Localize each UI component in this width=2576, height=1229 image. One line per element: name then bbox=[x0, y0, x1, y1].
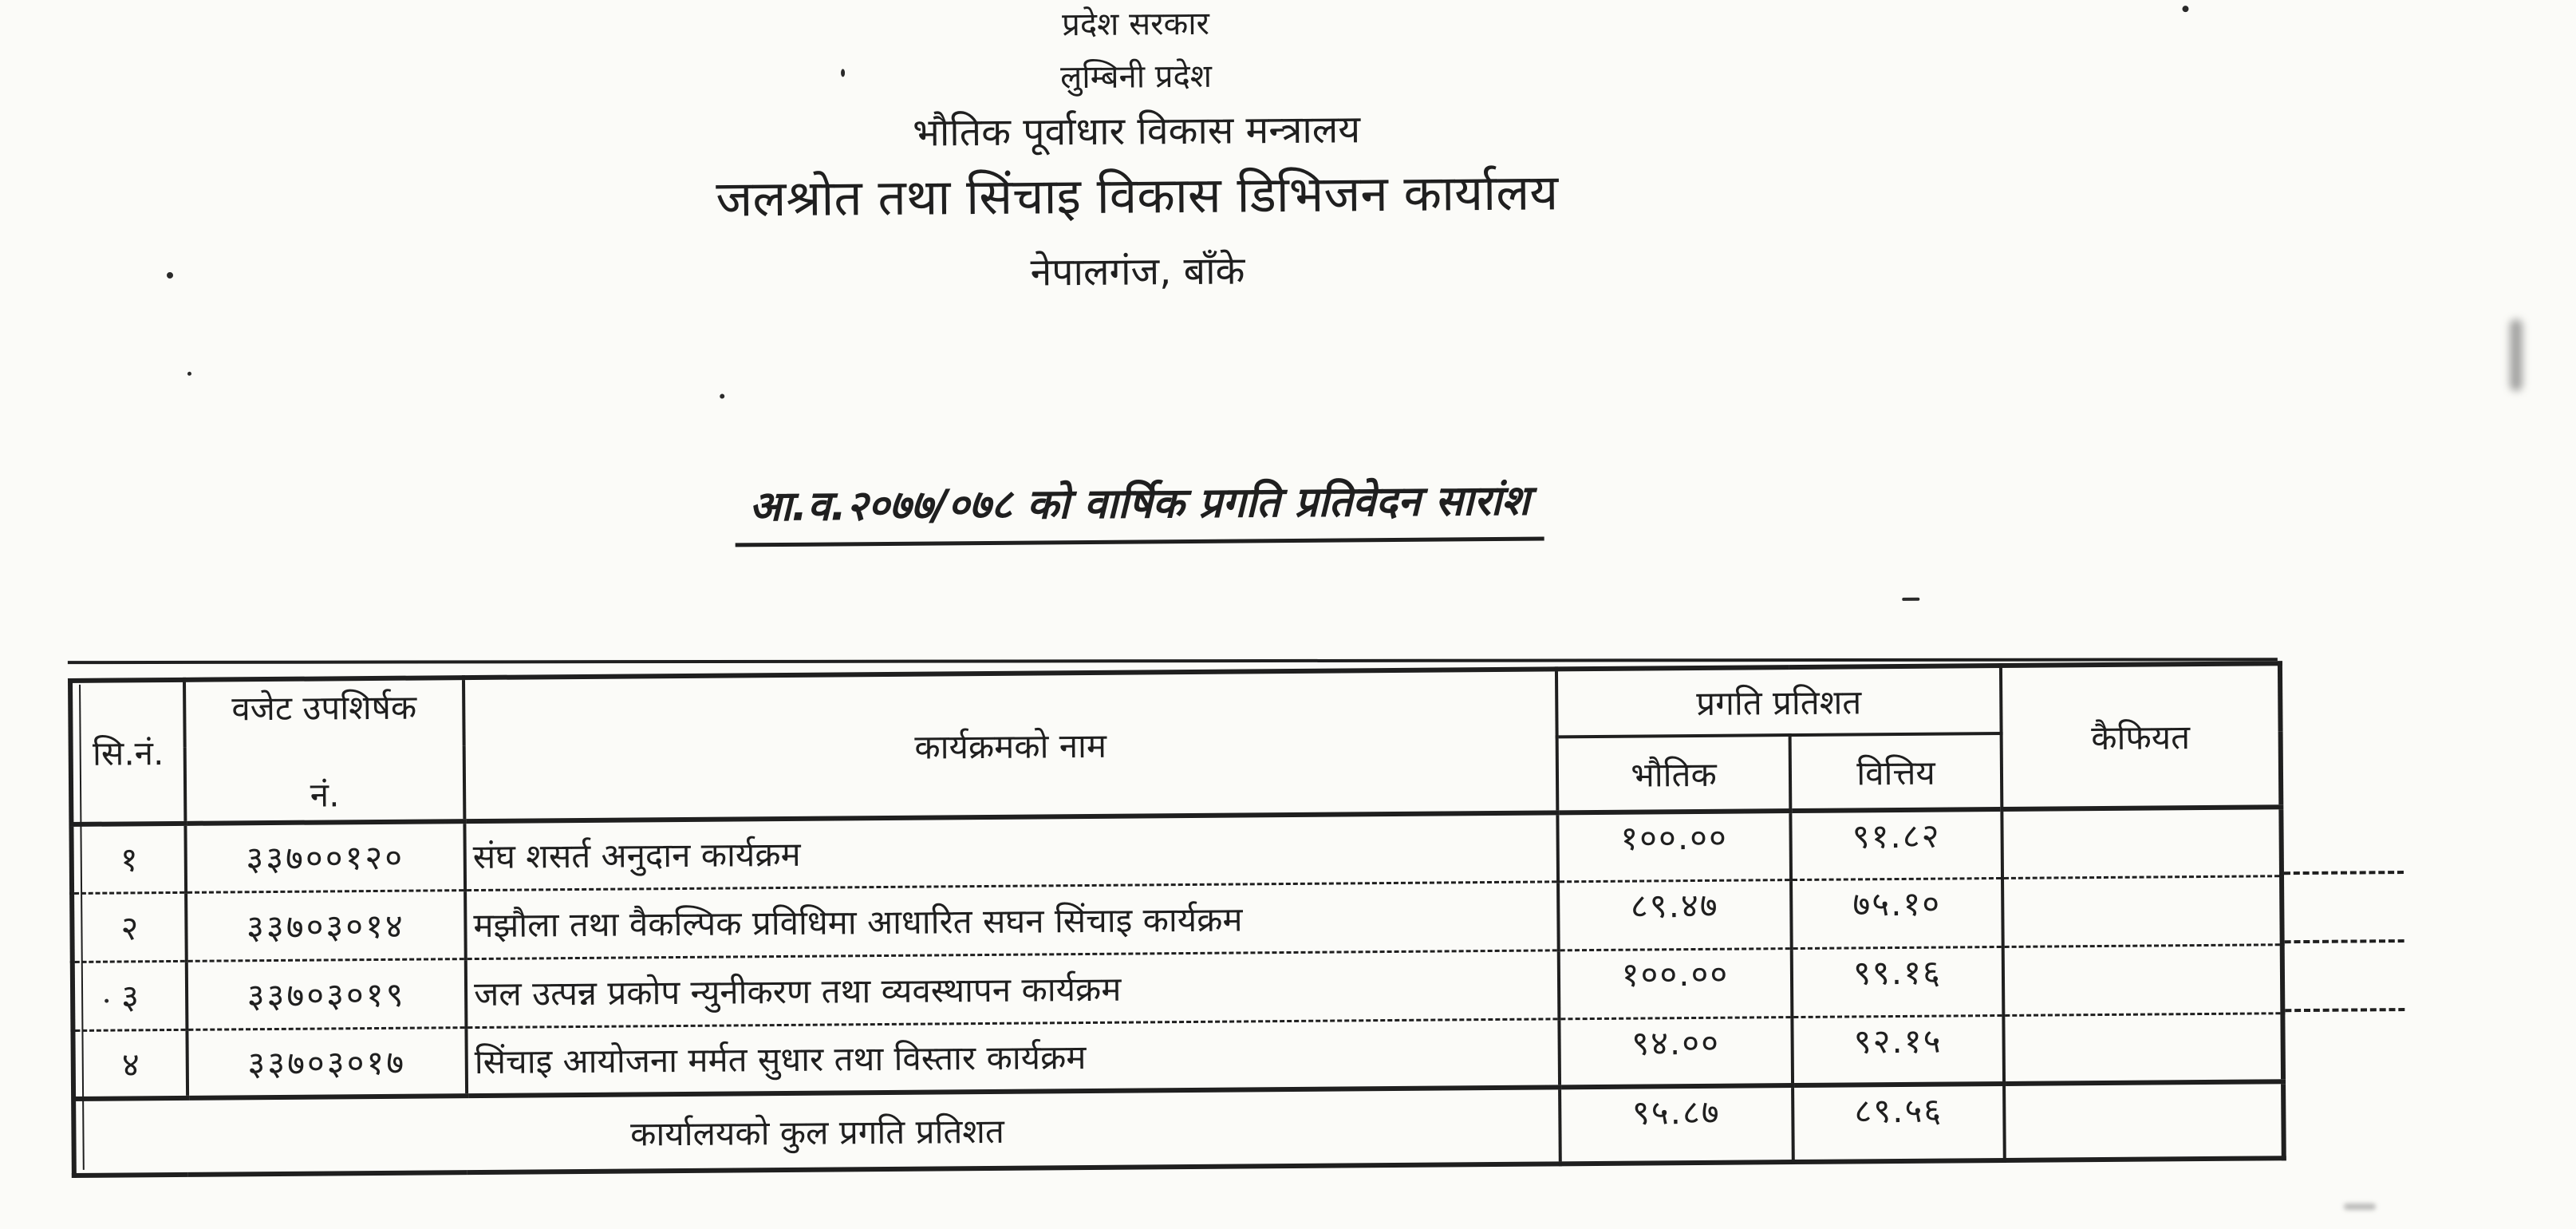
remarks-cell bbox=[2003, 1013, 2283, 1084]
financial-progress-cell: ९९.१६ bbox=[1792, 946, 2004, 1017]
program-name-cell: मझौला तथा वैकल्पिक प्रविधिमा आधारित सघन सिंचाइ कार्यक्रम bbox=[465, 881, 1559, 958]
letterhead-office: जलश्रोत तथा सिंचाइ विकास डिभिजन कार्यालय bbox=[716, 163, 1559, 228]
physical-progress-cell: ९४.०० bbox=[1559, 1017, 1793, 1087]
remarks-cell bbox=[2003, 944, 2283, 1015]
letterhead bbox=[0, 0, 2276, 295]
remarks-cell bbox=[2002, 875, 2282, 946]
header-financial: वित्तिय bbox=[1790, 733, 2002, 811]
letterhead-location: नेपालगंज, बाँके bbox=[1030, 248, 1245, 295]
total-remarks-cell bbox=[2004, 1081, 2284, 1160]
header-program-name: कार्यक्रमको नाम bbox=[464, 669, 1557, 821]
header-physical: भौतिक bbox=[1557, 735, 1791, 812]
scan-smudge bbox=[2344, 1203, 2376, 1210]
progress-table-wrap bbox=[68, 661, 2286, 1178]
total-financial-cell: ८९.५६ bbox=[1793, 1084, 2005, 1162]
scan-speck bbox=[1902, 598, 1919, 601]
program-name-cell: सिंचाइ आयोजना मर्मत सुधार तथा विस्तार कार्यक्रम bbox=[466, 1018, 1560, 1096]
financial-progress-cell: ७५.१० bbox=[1791, 878, 2003, 948]
letterhead-government: प्रदेश सरकार bbox=[1062, 5, 1210, 44]
total-physical-cell: ९५.८७ bbox=[1560, 1085, 1793, 1164]
financial-progress-cell: ९२.१५ bbox=[1792, 1015, 2004, 1085]
physical-progress-cell: १००.०० bbox=[1557, 811, 1791, 881]
serial-cell: १ bbox=[71, 824, 186, 893]
letterhead-province: लुम्बिनी प्रदेश bbox=[1060, 57, 1213, 97]
progress-table bbox=[68, 661, 2286, 1178]
report-title-row bbox=[0, 464, 2281, 552]
scan-speck bbox=[187, 372, 191, 376]
scan-smudge bbox=[2510, 319, 2523, 391]
scan-dash-artifact bbox=[2285, 939, 2404, 943]
serial-cell: २ bbox=[72, 892, 187, 962]
physical-progress-cell: ८९.४७ bbox=[1558, 879, 1792, 950]
report-title: आ.व.२०७७/०७८ को वार्षिक प्रगति प्रतिवेदन सारांश bbox=[735, 470, 1544, 547]
scan-speck bbox=[841, 69, 845, 77]
remarks-cell bbox=[2002, 807, 2282, 878]
letterhead-ministry: भौतिक पूर्वाधार विकास मन्त्रालय bbox=[912, 107, 1361, 156]
physical-progress-cell: १००.०० bbox=[1559, 948, 1793, 1018]
total-label-cell: कार्यालयको कुल प्रगति प्रतिशत bbox=[73, 1087, 1560, 1176]
scan-speck bbox=[2182, 6, 2188, 12]
serial-cell: ३ bbox=[73, 961, 187, 1030]
header-budget-line1: वजेट उपशिर्षक bbox=[231, 687, 417, 729]
total-row bbox=[73, 1081, 2284, 1176]
scan-speck bbox=[167, 272, 173, 279]
header-remarks: कैफियत bbox=[2001, 663, 2281, 809]
program-name-cell: जल उत्पन्न प्रकोप न्युनीकरण तथा व्यवस्थापन कार्यक्रम bbox=[466, 950, 1560, 1027]
scan-dash-artifact bbox=[2285, 1008, 2404, 1012]
financial-progress-cell: ९१.८२ bbox=[1790, 809, 2002, 879]
serial-cell: ४ bbox=[73, 1029, 187, 1099]
scan-dash-artifact bbox=[2284, 871, 2404, 875]
budget-code-cell: ३३७०३०१७ bbox=[187, 1027, 467, 1098]
program-name-cell: संघ शसर्त अनुदान कार्यक्रम bbox=[464, 812, 1558, 890]
header-serial: सि.नं. bbox=[70, 680, 185, 824]
header-progress-group: प्रगति प्रतिशत bbox=[1556, 666, 2002, 737]
scan-speck bbox=[720, 394, 724, 399]
budget-code-cell: ३३७०३०१४ bbox=[186, 890, 466, 961]
header-budget-line2: नं. bbox=[310, 775, 340, 815]
header-budget-code bbox=[184, 678, 464, 824]
budget-code-cell: ३३७०३०१९ bbox=[187, 958, 467, 1029]
scan-speck bbox=[105, 999, 108, 1003]
budget-code-cell: ३३७००१२० bbox=[185, 821, 465, 892]
